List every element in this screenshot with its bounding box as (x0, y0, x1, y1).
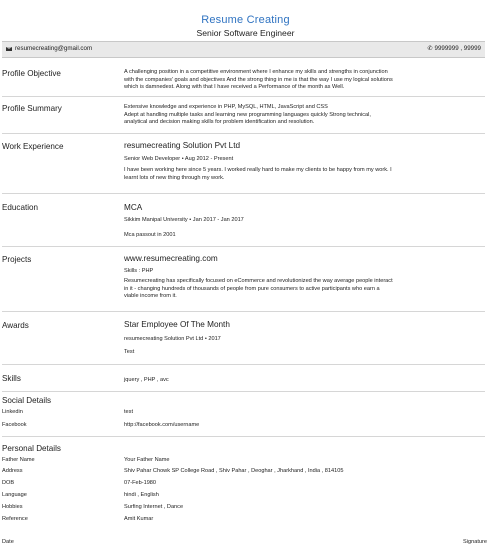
personal-label-father-name: Father Name (2, 457, 35, 463)
section-heading-personal-details: Personal Details (2, 444, 61, 453)
social-value-linkedin: test (124, 409, 134, 415)
education-meta: Sikkim Manipal University • Jan 2017 - Jan 2017 (124, 217, 244, 223)
education-note: Mca passout in 2001 (124, 232, 176, 238)
project-description (124, 278, 484, 301)
section-heading-awards: Awards (2, 321, 29, 330)
job-title: Senior Software Engineer (196, 28, 295, 38)
divider (2, 246, 485, 247)
work-line: learnt lots of new thing through my work. (124, 174, 225, 181)
section-heading-social-details: Social Details (2, 396, 52, 405)
divider (2, 133, 485, 134)
divider (2, 96, 485, 97)
personal-label-dob: DOB (2, 480, 15, 486)
phone-contact (428, 45, 481, 52)
profile-summary-text (124, 104, 484, 127)
social-label-facebook: Facebook (2, 422, 27, 428)
divider (2, 391, 485, 392)
work-meta: Senior Web Developer • Aug 2012 - Present (124, 156, 234, 162)
divider (2, 364, 485, 365)
section-heading-skills: Skills (2, 374, 21, 383)
contact-bar (2, 41, 485, 58)
objective-line: A challenging position in a competitive environment where I enhance my skills and strengths in conjunction (124, 69, 388, 75)
project-name: www.resumecreating.com (124, 254, 218, 263)
work-description (124, 167, 484, 182)
award-meta: resumecreating Solution Pvt Ltd • 2017 (124, 336, 221, 342)
skills-value: jquery , PHP , avc (124, 377, 169, 383)
phone-icon: ✆ (427, 46, 433, 52)
project-line: viable income from it. (124, 293, 177, 300)
project-line: Resumecreating has specifically focused on eCommerce and revolutionized the way average people interact (124, 278, 393, 284)
project-skills: Skills : PHP (124, 268, 154, 274)
social-value-facebook: http://facebook.com/username (124, 422, 200, 428)
work-line: I have been working here since 5 years. I worked really hard to make my clients to be happy from my work. I (124, 167, 392, 173)
award-note: Test (124, 349, 135, 355)
section-heading-profile-summary: Profile Summary (2, 104, 62, 113)
section-heading-education: Education (2, 203, 38, 212)
education-degree: MCA (124, 203, 143, 212)
personal-value-reference: Amit Kumar (124, 516, 154, 522)
signature-label: Signature (463, 539, 487, 545)
email-text: resumecreating@gmail.com (15, 45, 93, 52)
personal-label-address: Address (2, 468, 23, 474)
date-label: Date (2, 539, 14, 545)
summary-line: Extensive knowledge and experience in PHP, MySQL, HTML, JavaScript and CSS (124, 104, 328, 110)
phone-text: 9999999 , 99999 (434, 45, 481, 52)
section-heading-projects: Projects (2, 255, 32, 264)
summary-line: Adept at handling multiple tasks and learning new programming languages quickly Strong technical, (124, 111, 371, 118)
personal-label-language: Language (2, 492, 27, 498)
award-title: Star Employee Of The Month (124, 320, 230, 329)
personal-label-hobbies: Hobbies (2, 504, 23, 510)
project-line: in it - changing hundreds of thousands of people from pure consumers to active participants who earn a (124, 285, 380, 292)
email-contact (6, 45, 92, 52)
social-label-linkedin: Linkedin (2, 409, 23, 415)
personal-value-dob: 07-Feb-1980 (124, 480, 157, 486)
objective-line: with the companies' goals and objectives And the strong thing in me is that the way I use my logical solutions (124, 76, 393, 83)
objective-line: which is damnedest. Along with that I have received a Performance of the month as Well. (124, 84, 345, 91)
envelope-icon (6, 47, 12, 51)
personal-value-hobbies: Surfing Internet , Dance (124, 504, 184, 510)
personal-value-address: Shiv Pahar Chowk SP College Road , Shiv Pahar , Deoghar , Jharkhand , India , 814105 (124, 468, 344, 474)
divider (2, 436, 485, 437)
section-heading-profile-objective: Profile Objective (2, 69, 61, 78)
divider (2, 193, 485, 194)
summary-line: analytical and decision making skills for problem identification and resolution. (124, 119, 315, 126)
divider (2, 311, 485, 312)
profile-objective-text (124, 69, 484, 92)
personal-label-reference: Reference (2, 516, 28, 522)
resume-name: Resume Creating (201, 14, 290, 26)
work-company: resumecreating Solution Pvt Ltd (124, 141, 241, 150)
section-heading-work-experience: Work Experience (2, 142, 64, 151)
personal-value-father-name: Your Father Name (124, 457, 170, 463)
personal-value-language: hindi , English (124, 492, 159, 498)
